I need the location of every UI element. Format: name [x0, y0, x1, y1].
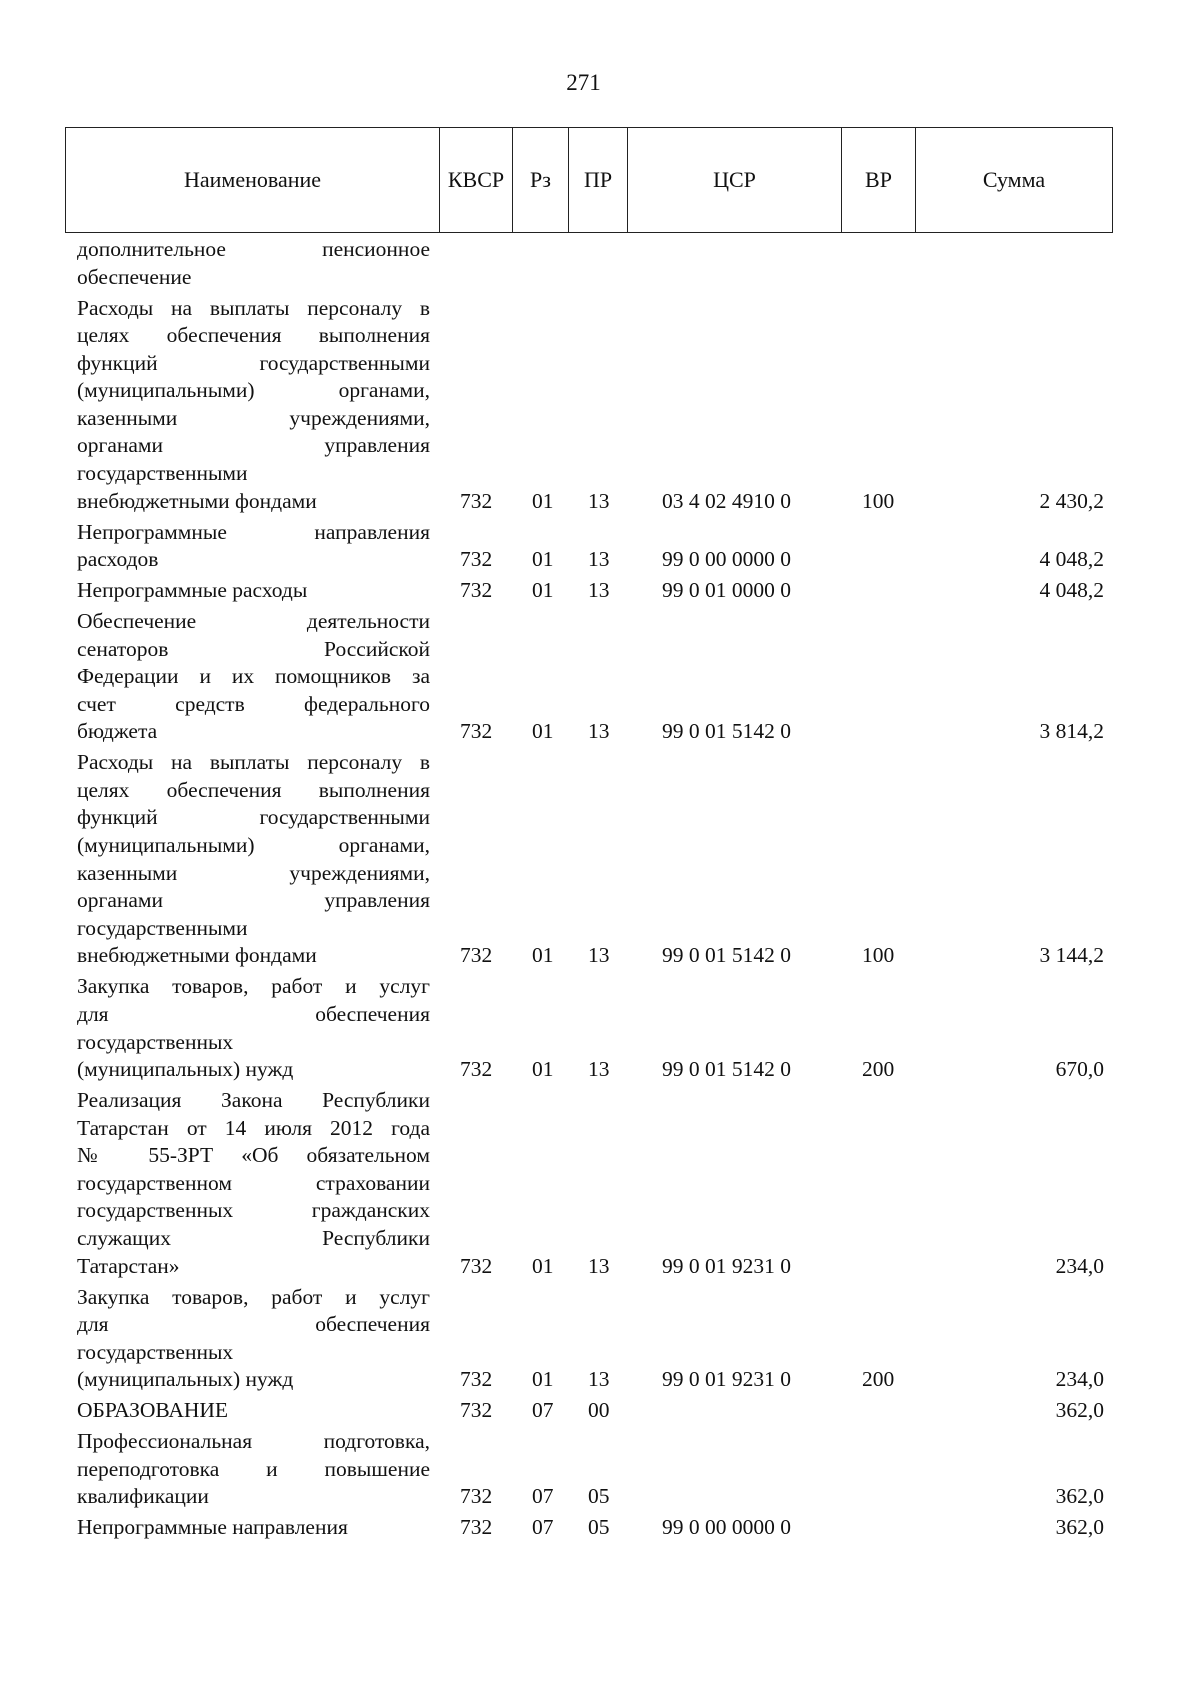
row-name-line: государственных гражданских	[77, 1198, 430, 1223]
row-rz: 01	[532, 488, 554, 513]
row-name	[77, 1514, 430, 1542]
row-csr: 99 0 01 5142 0	[662, 1057, 791, 1082]
row-name-line: государственными	[77, 461, 248, 486]
row-pr: 13	[588, 547, 610, 572]
row-name	[77, 295, 430, 516]
row-rz: 01	[532, 1367, 554, 1392]
row-name	[77, 1428, 430, 1511]
row-name-line: органами управления	[77, 433, 430, 458]
row-pr: 13	[588, 1367, 610, 1392]
row-name-line: для обеспечения	[77, 1312, 430, 1337]
row-name-line: органами управления	[77, 888, 430, 913]
row-name-line: служащих Республики	[77, 1226, 430, 1251]
row-vr: 200	[862, 1367, 895, 1392]
row-rz: 01	[532, 943, 554, 968]
row-csr: 03 4 02 4910 0	[662, 488, 791, 513]
row-name-line: Расходы на выплаты персоналу в	[77, 750, 430, 775]
row-name-line: функций государственными	[77, 350, 430, 375]
row-name-line: целях обеспечения выполнения	[77, 777, 430, 802]
row-name-line: (муниципальными) органами,	[77, 378, 430, 403]
row-kvsr: 732	[460, 719, 493, 744]
row-sum: 234,0	[1055, 1253, 1104, 1278]
row-rz: 01	[532, 578, 554, 603]
row-vr: 100	[862, 943, 895, 968]
row-csr: 99 0 01 9231 0	[662, 1253, 791, 1278]
row-kvsr: 732	[460, 1253, 493, 1278]
row-name-line: Профессиональная подготовка,	[77, 1429, 430, 1454]
row-name-line: обеспечение	[77, 264, 192, 289]
row-pr: 05	[588, 1484, 610, 1509]
column-header-csr: ЦСР	[628, 128, 842, 233]
row-name-line: Обеспечение деятельности	[77, 609, 430, 633]
row-rz: 01	[532, 1253, 554, 1278]
row-rz: 01	[532, 719, 554, 744]
row-name	[77, 973, 430, 1083]
row-pr: 13	[588, 719, 610, 744]
row-sum: 234,0	[1055, 1367, 1104, 1392]
column-header-vr: ВР	[842, 128, 916, 233]
row-pr: 13	[588, 943, 610, 968]
row-name-line: Татарстан от 14 июля 2012 года	[77, 1115, 430, 1140]
row-name-line: внебюджетными фондами	[77, 488, 317, 513]
row-name	[77, 577, 430, 605]
row-csr: 99 0 01 9231 0	[662, 1367, 791, 1392]
row-rz: 07	[532, 1484, 554, 1509]
row-name-line: Непрограммные направления	[77, 519, 430, 544]
row-kvsr: 732	[460, 1484, 493, 1509]
table-header	[65, 127, 1113, 233]
row-name-line: Расходы на выплаты персоналу в	[77, 295, 430, 320]
row-name-line: переподготовка и повышение	[77, 1456, 430, 1481]
column-header-pr: ПР	[569, 128, 628, 233]
row-pr: 13	[588, 1057, 610, 1082]
row-kvsr: 732	[460, 488, 493, 513]
row-name-line: Федерации и их помощников за	[77, 664, 430, 689]
row-name-line: государственных	[77, 1339, 234, 1364]
row-vr: 200	[862, 1057, 895, 1082]
row-csr: 99 0 01 5142 0	[662, 943, 791, 968]
row-name-line: Непрограммные расходы	[77, 578, 308, 603]
row-sum: 362,0	[1055, 1398, 1104, 1423]
row-sum: 3 814,2	[1039, 719, 1104, 744]
row-sum: 2 430,2	[1039, 488, 1104, 513]
row-pr: 13	[588, 1253, 610, 1278]
row-kvsr: 732	[460, 1398, 493, 1423]
row-sum: 670,0	[1055, 1057, 1104, 1082]
row-pr: 13	[588, 578, 610, 603]
row-name-line: счет средств федерального	[77, 691, 430, 716]
row-name-line: Закупка товаров, работ и услуг	[77, 1284, 430, 1309]
row-name	[77, 1087, 430, 1280]
row-name	[77, 749, 430, 970]
row-csr: 99 0 00 0000 0	[662, 1515, 791, 1540]
row-name-line: бюджета	[77, 719, 158, 744]
row-sum: 362,0	[1055, 1484, 1104, 1509]
row-sum: 4 048,2	[1039, 578, 1104, 603]
row-kvsr: 732	[460, 1057, 493, 1082]
row-name-line: (муниципальными) органами,	[77, 833, 430, 858]
row-name-line: Татарстан»	[77, 1253, 180, 1278]
row-kvsr: 732	[460, 1367, 493, 1392]
row-name-line: государственными	[77, 915, 248, 940]
row-rz: 01	[532, 1057, 554, 1082]
column-header-kvsr: КВСР	[440, 128, 513, 233]
row-name-line: Реализация Закона Республики	[77, 1088, 430, 1113]
row-name	[77, 1397, 430, 1425]
row-name	[77, 236, 430, 291]
row-name	[77, 1284, 430, 1394]
row-rz: 07	[532, 1515, 554, 1540]
row-rz: 07	[532, 1398, 554, 1423]
row-kvsr: 732	[460, 578, 493, 603]
row-kvsr: 732	[460, 547, 493, 572]
row-name-line: ОБРАЗОВАНИЕ	[77, 1398, 229, 1423]
row-name-line: (муниципальных) нужд	[77, 1367, 294, 1392]
row-name-line: казенными учреждениями,	[77, 860, 430, 885]
row-name-line: казенными учреждениями,	[77, 405, 430, 430]
row-kvsr: 732	[460, 1515, 493, 1540]
row-name-line: функций государственными	[77, 805, 430, 830]
row-name-line: Непрограммные направления	[77, 1515, 348, 1540]
row-pr: 05	[588, 1515, 610, 1540]
row-name	[77, 519, 430, 574]
row-sum: 3 144,2	[1039, 943, 1104, 968]
row-name-line: сенаторов Российской	[77, 636, 430, 661]
row-name-line: государственном страховании	[77, 1170, 430, 1195]
row-name-line: Закупка товаров, работ и услуг	[77, 974, 430, 999]
row-pr: 13	[588, 488, 610, 513]
page-number: 271	[566, 70, 601, 95]
row-name-line: внебюджетными фондами	[77, 943, 317, 968]
row-name-line: № 55-ЗРТ «Об обязательном	[77, 1143, 430, 1168]
row-name-line: расходов	[77, 547, 159, 572]
row-name	[77, 608, 430, 746]
row-csr: 99 0 00 0000 0	[662, 547, 791, 572]
column-header-name: Наименование	[66, 128, 440, 233]
row-pr: 00	[588, 1398, 610, 1423]
row-name-line: государственных	[77, 1029, 234, 1054]
row-name-line: квалификации	[77, 1484, 209, 1509]
row-vr: 100	[862, 488, 895, 513]
row-sum: 4 048,2	[1039, 547, 1104, 572]
column-header-sum: Сумма	[916, 128, 1113, 233]
row-csr: 99 0 01 0000 0	[662, 578, 791, 603]
row-sum: 362,0	[1055, 1515, 1104, 1540]
row-name-line: целях обеспечения выполнения	[77, 323, 430, 348]
row-kvsr: 732	[460, 943, 493, 968]
row-name-line: дополнительное пенсионное	[77, 237, 430, 261]
column-header-rz: Рз	[513, 128, 569, 233]
row-name-line: для обеспечения	[77, 1001, 430, 1026]
row-csr: 99 0 01 5142 0	[662, 719, 791, 744]
row-rz: 01	[532, 547, 554, 572]
row-name-line: (муниципальных) нужд	[77, 1057, 294, 1082]
